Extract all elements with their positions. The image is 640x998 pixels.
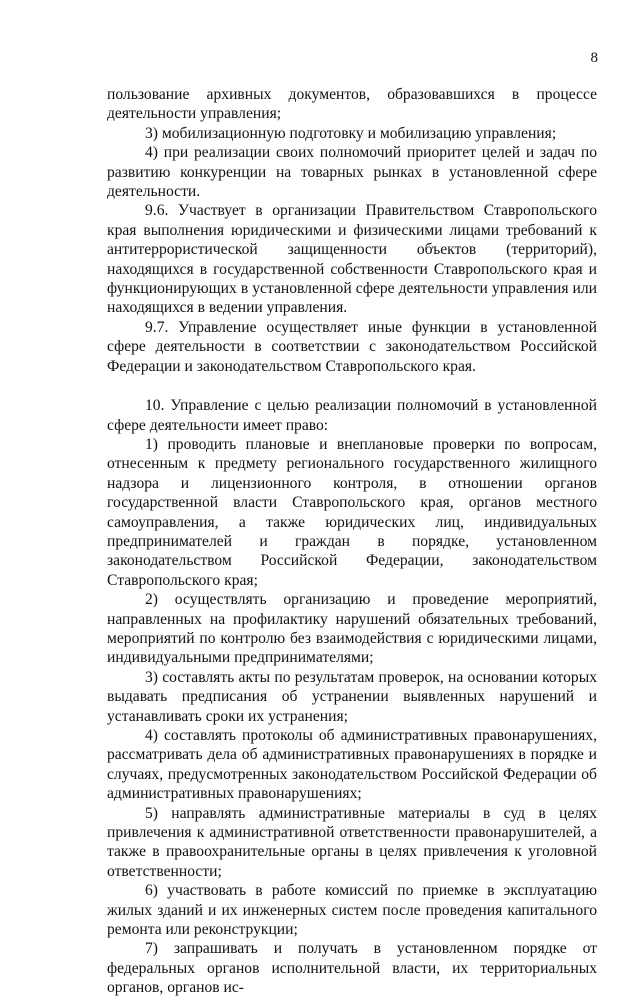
document-body [107,85,597,998]
paragraph: пользование архивных документов, образовавшихся в процессе деятельности управления; [107,86,597,123]
paragraph: 7) запрашивать и получать в установленном порядке от федеральных органов исполнительной власти, их территориальных органов, органов ис- [107,940,597,997]
section-gap [107,376,597,396]
page-number: 8 [590,50,598,66]
paragraph: 3) составлять акты по результатам проверок, на основании которых выдавать предписания об устранении выявленных нарушений и устанавливать сроки их устранения; [107,668,597,725]
paragraph: 6) участвовать в работе комиссий по приемке в эксплуатацию жилых зданий и их инженерных систем после проведения капитального ремонта или реконструкции; [107,882,597,939]
paragraph: 4) составлять протоколы об административных правонарушениях, рассматривать дела об административных правонарушениях в порядке и случаях, предусмотренных законодательством Российской Федерации об административных правонарушениях; [107,727,597,803]
paragraph: 3) мобилизационную подготовку и мобилизацию управления; [145,124,557,142]
paragraph: 9.7. Управление осуществляет иные функции в установленной сфере деятельности в соответствии с законодательством Российской Федерации и законодательством Ставропольского края. [107,318,597,375]
paragraph: 10. Управление с целью реализации полномочий в установленной сфере деятельности имеет право: [107,397,597,434]
paragraph: 4) при реализации своих полномочий приоритет целей и задач по развитию конкуренции на товарных рынках в установленной сфере деятельности. [107,144,597,201]
paragraph: 9.6. Участвует в организации Правительством Ставропольского края выполнения юридическими и физическими лицами требований к антитеррористической защищенности объектов (территорий), находящихся в государственной собственности Ставропольского края и функционирующих в установленной сфере деятельности управления или находящихся в ведении управления. [107,202,597,317]
paragraph: 1) проводить плановые и внеплановые проверки по вопросам, отнесенным к предмету регионального государственного жилищного надзора и лицензионного контроля, в отношении органов государственной власти Ставропольского края, органов местного самоуправления, а также юридических лиц, индивидуальных предпринимателей и граждан в порядке, установленном законодательством Российской Федерации, законодательством Ставропольского края; [107,435,597,589]
paragraph: 2) осуществлять организацию и проведение мероприятий, направленных на профилактику нарушений обязательных требований, мероприятий по контролю без взаимодействия с юридическими лицами, индивидуальными предпринимателями; [107,591,597,667]
paragraph: 5) направлять административные материалы в суд в целях привлечения к административной ответственности правонарушителей, а также в правоохранительные органы в целях привлечения к уголовной ответственности; [107,804,597,880]
